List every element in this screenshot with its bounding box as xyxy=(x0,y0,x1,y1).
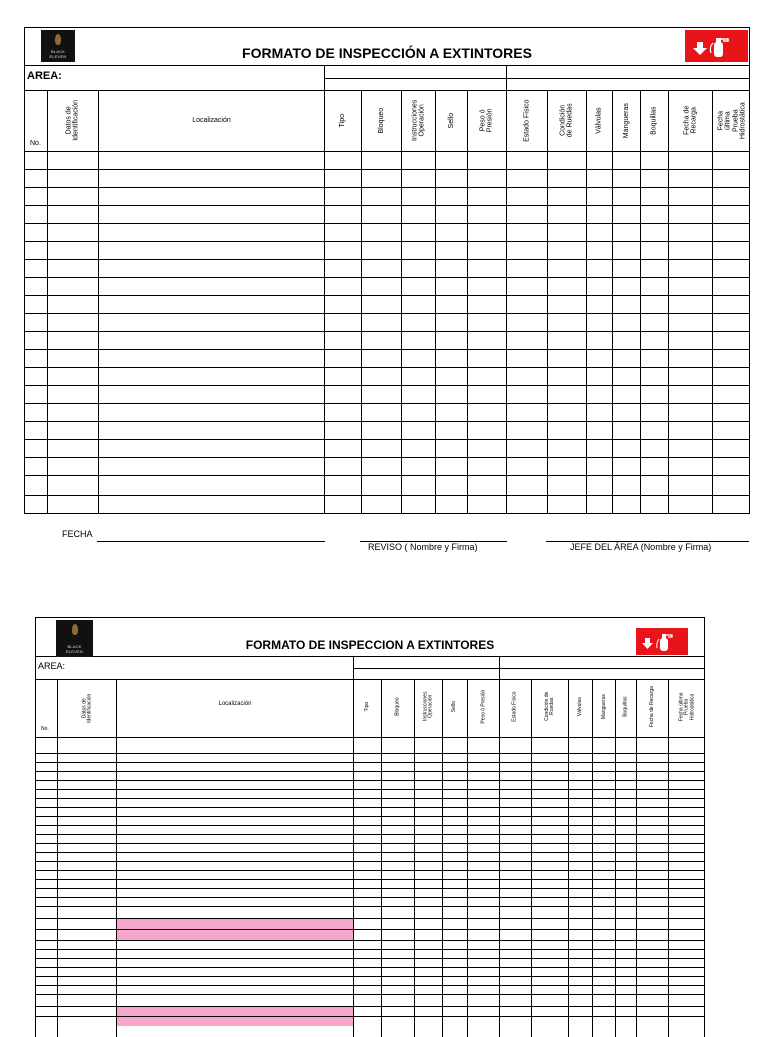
company-logo xyxy=(41,30,75,62)
header-tipo: Tipo xyxy=(339,113,347,128)
header-condicion: Condición de Ruedas xyxy=(559,103,574,138)
company-logo xyxy=(56,620,93,657)
header-valvulas: Válvulas xyxy=(595,107,603,134)
header-boquillas: Boquillas xyxy=(650,106,658,135)
fire-extinguisher-icon xyxy=(636,628,688,655)
header-estado: Estado Físico xyxy=(523,99,531,142)
logo-line-2: ELEVEN xyxy=(66,649,83,654)
fecha-line[interactable] xyxy=(97,541,325,542)
form-title: FORMATO DE INSPECCIÓN A EXTINTORES xyxy=(242,45,532,61)
header-peso: Peso ó Presión xyxy=(479,108,494,133)
header-bloqueo: Bloqueo xyxy=(377,107,385,134)
logo-glyph xyxy=(55,34,61,45)
header-valvulas: Válvulas xyxy=(576,697,583,716)
header-peso: Peso ó Presión xyxy=(479,689,486,724)
header-fecha-ultima: Fecha última Prueba Hidrostática xyxy=(717,102,747,139)
header-localizacion: Localización xyxy=(218,700,252,707)
area-label: AREA: xyxy=(27,70,62,82)
jefe-label: JEFE DEL ÁREA (Nombre y Firma) xyxy=(570,542,712,552)
header-mangueras: Mangueras xyxy=(622,102,630,139)
header-boquillas: Boquillas xyxy=(622,696,629,717)
inspection-form-2 xyxy=(35,617,705,1037)
header-bloqueo: Bloqueo xyxy=(394,697,401,716)
header-estado: Estado Físico xyxy=(511,691,518,722)
inspection-form-1 xyxy=(24,27,750,514)
header-fecha-recarga: Fecha de Recarga xyxy=(648,685,655,728)
header-condicion: Condición de Ruedas xyxy=(543,691,555,722)
area-label: AREA: xyxy=(38,661,66,671)
fire-extinguisher-icon xyxy=(685,30,748,62)
logo-line-1: BLACK xyxy=(50,49,66,54)
logo-line-2: ELEVEN xyxy=(49,54,67,59)
header-fecha-recarga: Fecha de Recarga xyxy=(683,105,698,136)
header-instrucciones: Instrucciones Operación xyxy=(411,99,426,142)
header-datos: Datos de Identificación xyxy=(80,693,92,723)
fecha-label: FECHA xyxy=(62,529,93,539)
header-mangueras: Mangueras xyxy=(600,693,607,720)
header-sello: Sello xyxy=(447,112,455,129)
header-no: No. xyxy=(30,140,41,147)
header-no: No. xyxy=(41,726,49,732)
reviso-label: REVISO ( Nombre y Firma) xyxy=(368,542,478,552)
form-title: FORMATO DE INSPECCION A EXTINTORES xyxy=(245,638,495,652)
header-datos: Datos de Identificación xyxy=(65,100,80,141)
header-instrucciones: Instrucciones Operación xyxy=(422,691,434,722)
logo-glyph xyxy=(72,624,78,635)
header-localizacion: Localización xyxy=(192,116,231,124)
header-tipo: Tipo xyxy=(363,701,370,712)
header-sello: Sello xyxy=(451,700,458,713)
header-fecha-ultima: Fecha última Prueba Hidrostática xyxy=(678,692,696,721)
logo-line-1: BLACK xyxy=(67,644,82,649)
